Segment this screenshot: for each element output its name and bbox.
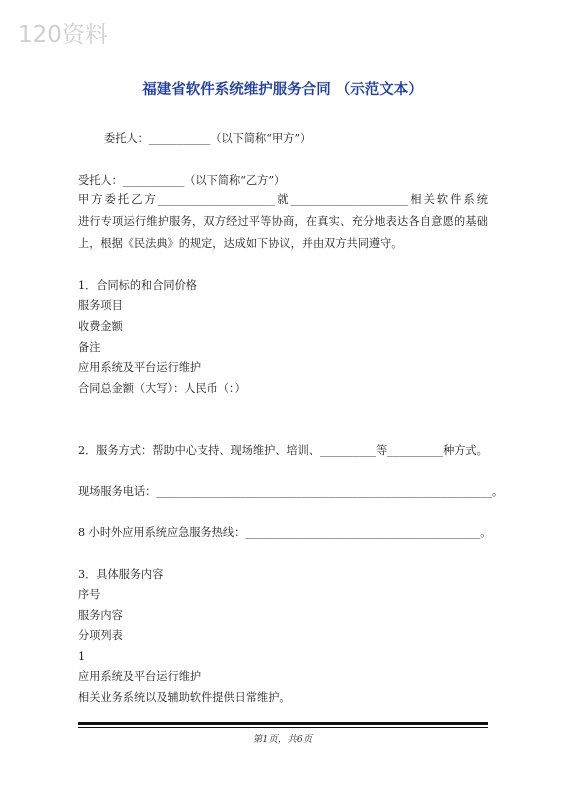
section-3-item: 序号 [78, 588, 101, 601]
contract-total-line: 合同总金额（大写）：人民币（：） [78, 382, 246, 395]
footer-divider-thin [78, 727, 488, 728]
intro-paragraph-line-2: 进行专项运行维护服务，双方经过平等协商，在真实、充分地表达各自意愿的基础 [78, 215, 488, 228]
section-1-item: 服务项目 [78, 299, 123, 312]
section-3-item: 服务内容 [78, 609, 123, 622]
section-1-item: 应用系统及平台运行维护 [78, 361, 202, 374]
section-3-item: 1 [78, 650, 86, 663]
section-3-heading: 3．具体服务内容 [78, 568, 164, 581]
intro-paragraph-line-3: 上，根据《民法典》的规定，达成如下协议，并由双方共同遵守。 [78, 237, 403, 250]
client-line: 委托人：___________（以下简称“甲方”） [104, 132, 312, 145]
footer-divider [78, 722, 488, 725]
intro-paragraph-line-1: 甲方委托乙方_____________________就_____________________相关软件系统 [78, 193, 488, 206]
section-3-item: 应用系统及平台运行维护 [78, 670, 202, 683]
page-number: 第1页，共6页 [252, 734, 313, 745]
section-3-item: 相关业务系统以及辅助软件提供日常维护。 [78, 691, 291, 704]
onsite-phone-line: 现场服务电话：____________________________________________________________。 [78, 485, 504, 498]
section-1-item: 备注 [78, 341, 101, 354]
section-1-heading: 1．合同标的和合同价格 [78, 279, 197, 292]
section-1-item: 收费金额 [78, 320, 123, 333]
emergency-hotline-line: 8 小时外应用系统应急服务热线：__________________________________________。 [78, 526, 492, 539]
service-method-line: 2．服务方式：帮助中心支持、现场维护、培训、__________等__________种方式。 [78, 444, 488, 457]
contractor-line: 受托人：___________（以下简称“乙方”） [78, 174, 286, 187]
section-3-item: 分项列表 [78, 629, 123, 642]
watermark-logo: 120资料 [18, 22, 108, 48]
document-title: 福建省软件系统维护服务合同 （示范文本） [142, 82, 423, 98]
